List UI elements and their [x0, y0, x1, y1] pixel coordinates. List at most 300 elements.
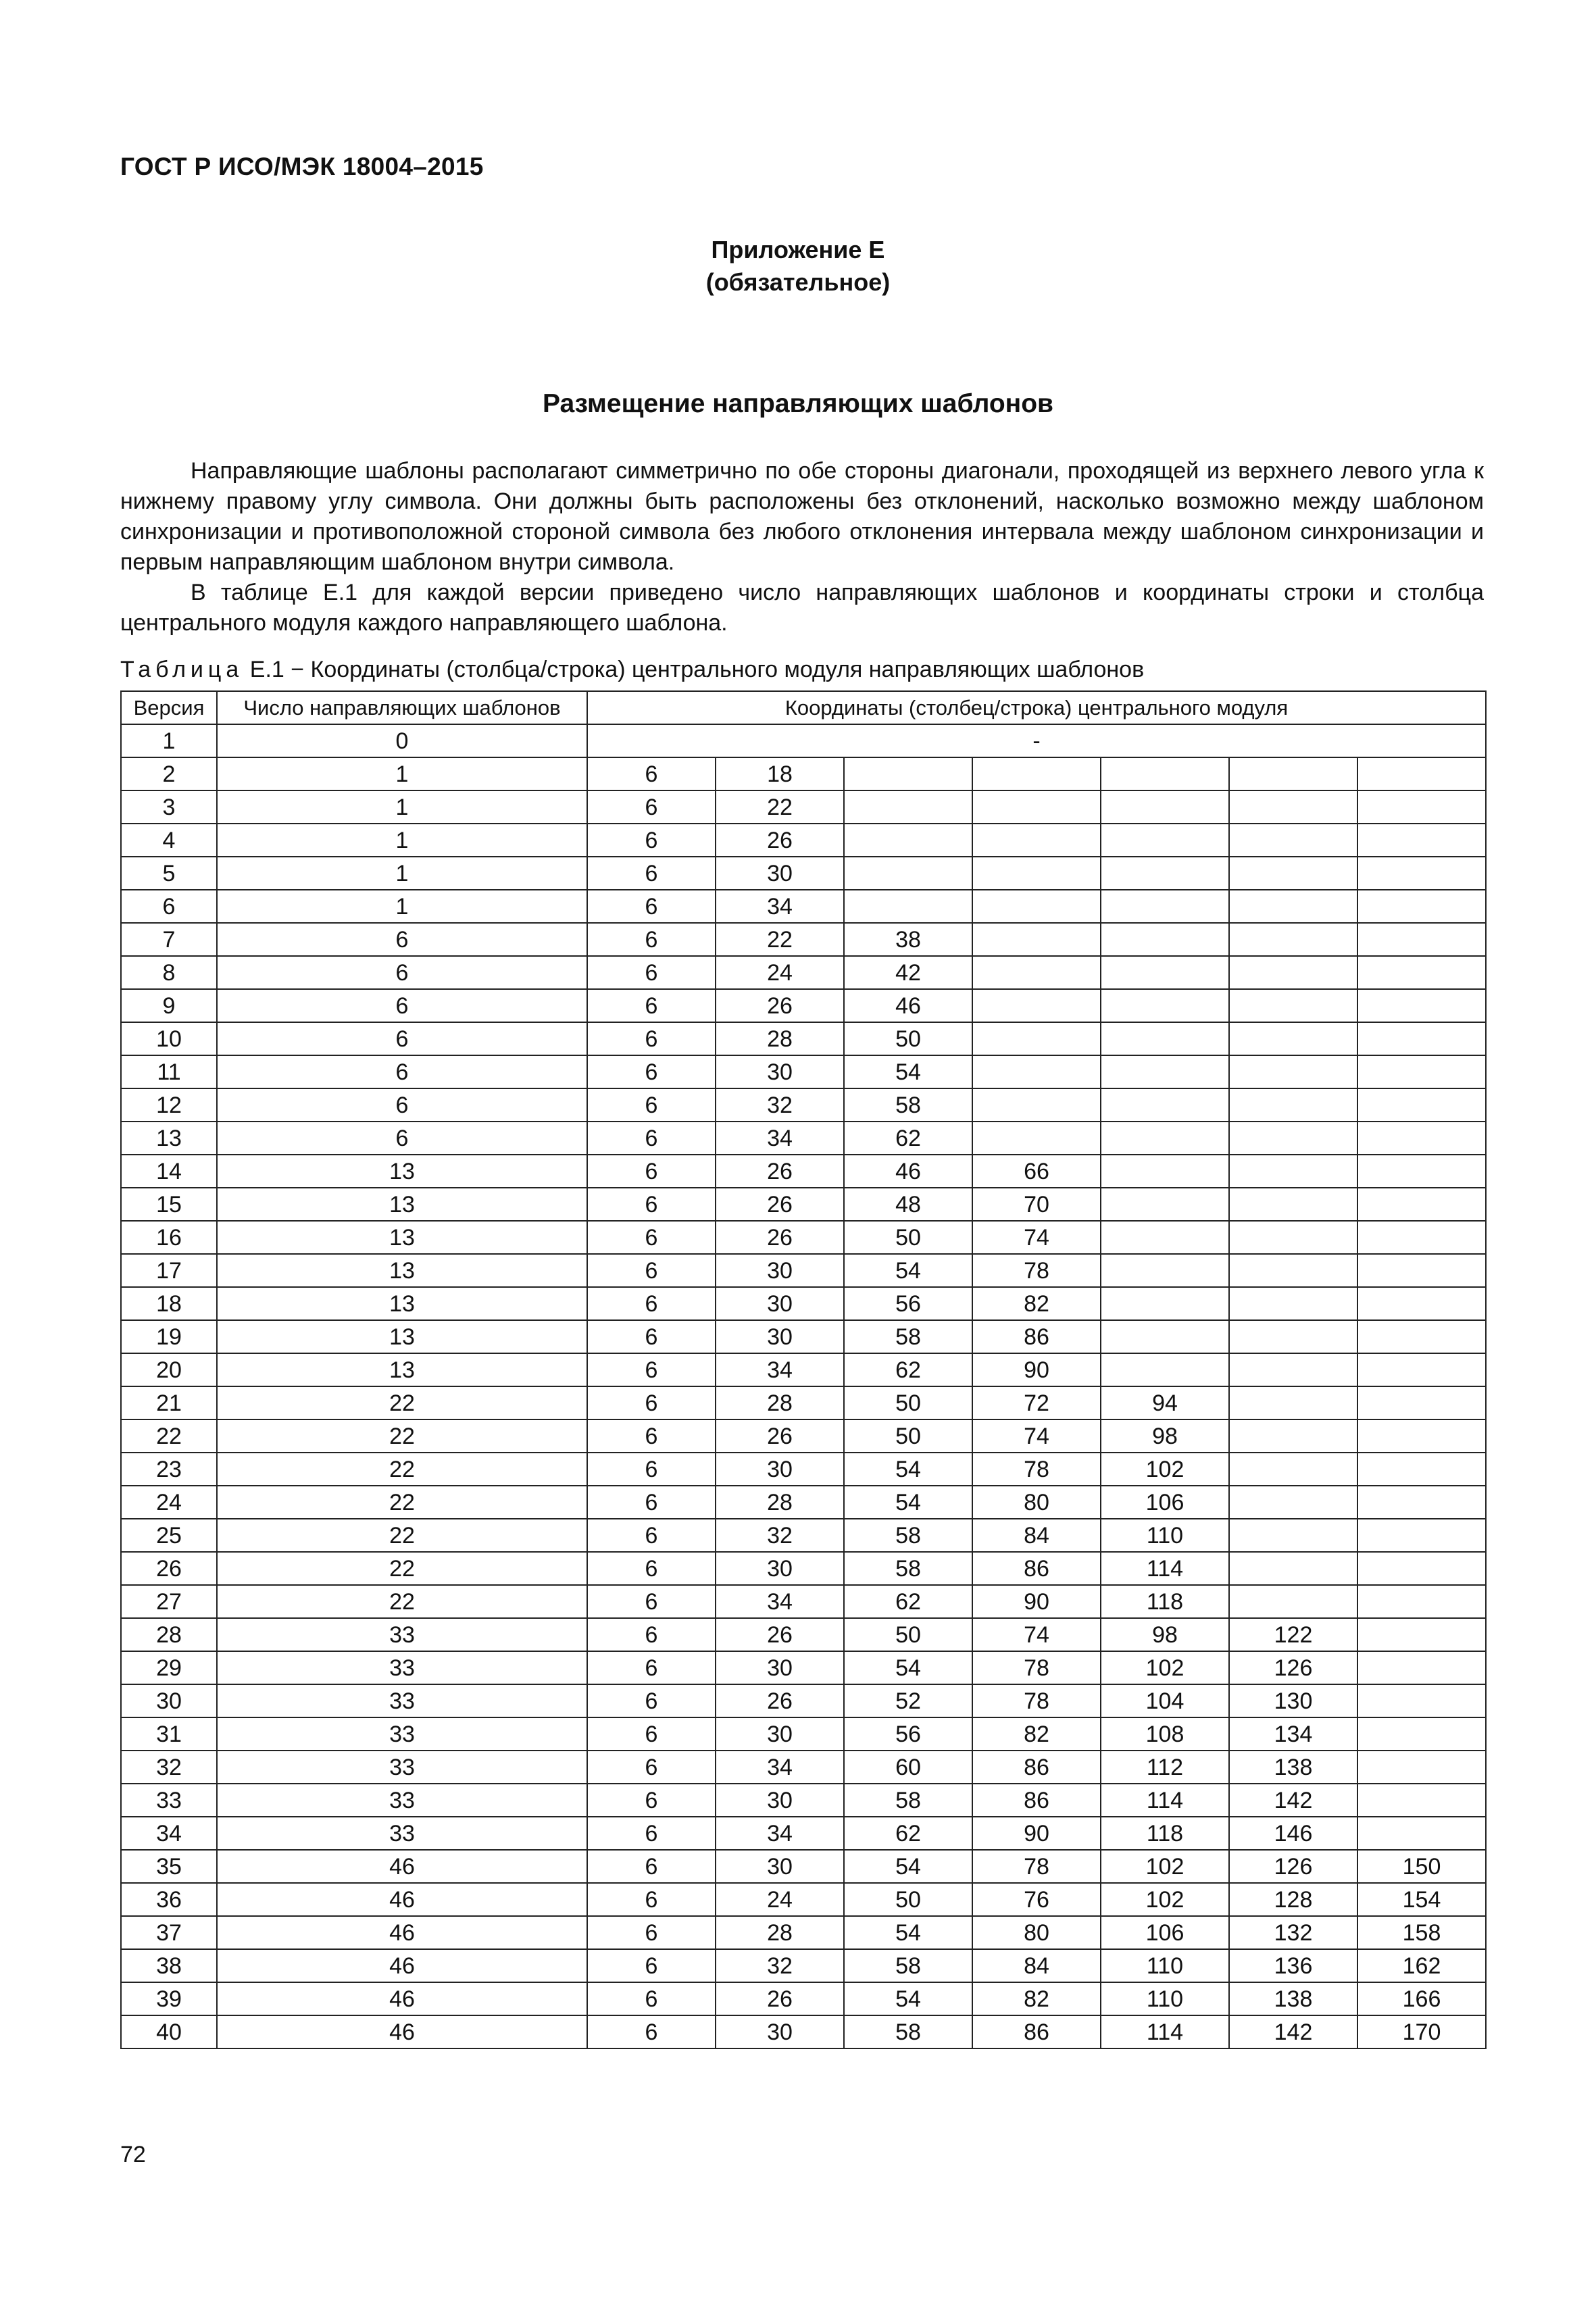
table-cell [1229, 923, 1357, 956]
table-cell [1357, 1519, 1486, 1552]
table-cell: 14 [121, 1155, 217, 1188]
table-cell: 94 [1101, 1386, 1229, 1419]
table-cell: 110 [1101, 1949, 1229, 1982]
table-cell: 19 [121, 1320, 217, 1353]
table-cell: 28 [716, 1486, 844, 1519]
table-cell: 62 [844, 1122, 972, 1155]
table-cell: 34 [121, 1817, 217, 1850]
table-cell: 154 [1357, 1883, 1486, 1916]
table-caption-text: Е.1 − Координаты (столбца/строка) центрального модуля направляющих шаблонов [249, 657, 1145, 682]
table-cell: 13 [217, 1353, 587, 1386]
table-cell: 62 [844, 1353, 972, 1386]
table-cell: 54 [844, 1486, 972, 1519]
table-cell [1229, 1022, 1357, 1055]
table-cell [1101, 1353, 1229, 1386]
table-cell: 84 [972, 1949, 1101, 1982]
table-cell: 6 [587, 1717, 716, 1751]
table-cell: 58 [844, 2015, 972, 2048]
table-cell [1229, 857, 1357, 890]
table-cell: 54 [844, 1651, 972, 1684]
header-version: Версия [121, 691, 217, 724]
table-cell: 6 [587, 1088, 716, 1122]
page-number: 72 [120, 2142, 146, 2167]
table-cell: 54 [844, 1254, 972, 1287]
table-cell: 32 [716, 1519, 844, 1552]
table-cell [1357, 1287, 1486, 1320]
table-cell: 6 [587, 1386, 716, 1419]
table-cell [972, 1022, 1101, 1055]
table-cell: 56 [844, 1287, 972, 1320]
table-cell: 114 [1101, 2015, 1229, 2048]
table-row [121, 1585, 1486, 1618]
table-cell: 82 [972, 1982, 1101, 2015]
table-cell: 6 [587, 1916, 716, 1949]
table-cell: 6 [587, 1155, 716, 1188]
table-cell: 6 [587, 1022, 716, 1055]
table-cell [1357, 1751, 1486, 1784]
table-row [121, 1982, 1486, 2015]
table-cell: 30 [716, 1287, 844, 1320]
table-cell: 33 [217, 1817, 587, 1850]
table-cell [972, 824, 1101, 857]
table-row [121, 1419, 1486, 1453]
table-cell [1357, 1353, 1486, 1386]
table-row [121, 1784, 1486, 1817]
table-cell: 86 [972, 1751, 1101, 1784]
table-cell: 6 [587, 1320, 716, 1353]
table-cell: 50 [844, 1386, 972, 1419]
table-cell: 26 [716, 1188, 844, 1221]
table-cell [1357, 1684, 1486, 1717]
table-cell [844, 824, 972, 857]
table-cell: 82 [972, 1287, 1101, 1320]
table-cell [1229, 890, 1357, 923]
table-cell [1229, 1552, 1357, 1585]
table-row [121, 1817, 1486, 1850]
table-cell: 3 [121, 790, 217, 824]
table-cell: 132 [1229, 1916, 1357, 1949]
table-cell [1101, 757, 1229, 790]
table-cell: 1 [217, 857, 587, 890]
table-cell [1229, 1486, 1357, 1519]
table-cell [1101, 857, 1229, 890]
table-row [121, 1022, 1486, 1055]
table-cell [1229, 1353, 1357, 1386]
table-cell: 22 [716, 923, 844, 956]
table-cell: 6 [587, 1122, 716, 1155]
table-cell: 108 [1101, 1717, 1229, 1751]
table-cell: 6 [587, 1751, 716, 1784]
table-cell: 6 [587, 1188, 716, 1221]
table-cell: 46 [217, 1949, 587, 1982]
table-cell: 1 [217, 890, 587, 923]
table-cell: 26 [716, 1684, 844, 1717]
table-cell: 38 [844, 923, 972, 956]
table-cell: 86 [972, 1784, 1101, 1817]
table-cell: 33 [217, 1618, 587, 1651]
table-cell [1101, 1287, 1229, 1320]
table-cell: 110 [1101, 1519, 1229, 1552]
table-cell: 32 [121, 1751, 217, 1784]
table-cell: 28 [121, 1618, 217, 1651]
table-row [121, 1353, 1486, 1386]
table-cell: 8 [121, 956, 217, 989]
table-cell: 84 [972, 1519, 1101, 1552]
table-cell: 50 [844, 1618, 972, 1651]
table-cell: 6 [587, 1486, 716, 1519]
table-cell: 26 [716, 824, 844, 857]
table-row [121, 1122, 1486, 1155]
table-cell: 26 [716, 1155, 844, 1188]
table-cell [1357, 1486, 1486, 1519]
table-cell: 6 [121, 890, 217, 923]
table-cell [1357, 1155, 1486, 1188]
table-cell: 26 [716, 1419, 844, 1453]
table-cell: 6 [587, 923, 716, 956]
table-cell: 22 [121, 1419, 217, 1453]
table-cell: 54 [844, 1453, 972, 1486]
header-coordinates: Координаты (столбец/строка) центрального модуля [587, 691, 1486, 724]
table-cell: 26 [716, 1618, 844, 1651]
table-cell: 142 [1229, 2015, 1357, 2048]
table-cell: 6 [587, 1453, 716, 1486]
annex-title: Приложение Е [711, 236, 885, 263]
table-cell: 30 [716, 1717, 844, 1751]
table-cell: 6 [217, 1122, 587, 1155]
table-cell [1357, 989, 1486, 1022]
table-cell: 50 [844, 1221, 972, 1254]
table-cell: 6 [217, 1055, 587, 1088]
table-cell: 58 [844, 1320, 972, 1353]
table-cell: 10 [121, 1022, 217, 1055]
table-row [121, 1486, 1486, 1519]
table-cell: 80 [972, 1916, 1101, 1949]
table-cell: 24 [121, 1486, 217, 1519]
table-cell: 46 [217, 1883, 587, 1916]
table-cell [1229, 1386, 1357, 1419]
table-cell: 90 [972, 1353, 1101, 1386]
table-row [121, 1320, 1486, 1353]
table-caption-label: Таблица [120, 657, 244, 682]
table-cell [1357, 1022, 1486, 1055]
table-row [121, 1949, 1486, 1982]
table-cell: 33 [217, 1717, 587, 1751]
table-cell [1357, 790, 1486, 824]
table-cell [1101, 1088, 1229, 1122]
table-cell [1101, 890, 1229, 923]
table-cell [1229, 1453, 1357, 1486]
table-cell: 13 [217, 1155, 587, 1188]
table-row [121, 790, 1486, 824]
table-cell: 23 [121, 1453, 217, 1486]
table-cell: 7 [121, 923, 217, 956]
table-cell: 74 [972, 1221, 1101, 1254]
table-cell [972, 956, 1101, 989]
table-cell: 30 [716, 1850, 844, 1883]
table-cell: 13 [217, 1188, 587, 1221]
table-cell [1101, 1254, 1229, 1287]
table-cell: 34 [716, 1817, 844, 1850]
table-cell: 46 [217, 1916, 587, 1949]
table-cell: 6 [217, 1088, 587, 1122]
table-cell [1357, 1320, 1486, 1353]
table-cell: 102 [1101, 1850, 1229, 1883]
table-cell [1357, 1784, 1486, 1817]
table-cell [1357, 1618, 1486, 1651]
table-cell: 126 [1229, 1651, 1357, 1684]
table-cell: 38 [121, 1949, 217, 1982]
table-cell: 22 [217, 1386, 587, 1419]
table-cell [1229, 1088, 1357, 1122]
table-cell: 78 [972, 1850, 1101, 1883]
table-cell [1357, 1717, 1486, 1751]
table-cell: 6 [217, 956, 587, 989]
table-cell: 6 [587, 1254, 716, 1287]
table-cell [1357, 1585, 1486, 1618]
table-row [121, 1916, 1486, 1949]
table-cell: 6 [587, 1684, 716, 1717]
table-cell: 1 [217, 790, 587, 824]
table-cell: 58 [844, 1519, 972, 1552]
table-cell: 34 [716, 1751, 844, 1784]
table-cell [1229, 1419, 1357, 1453]
table-cell [1357, 1055, 1486, 1088]
table-cell: 54 [844, 1916, 972, 1949]
table-cell: 134 [1229, 1717, 1357, 1751]
table-row [121, 724, 1486, 757]
table-cell: 26 [716, 1982, 844, 2015]
table-cell: 22 [217, 1519, 587, 1552]
table-row [121, 956, 1486, 989]
table-row [121, 1453, 1486, 1486]
table-row [121, 1519, 1486, 1552]
table-cell: 62 [844, 1817, 972, 1850]
table-cell: 126 [1229, 1850, 1357, 1883]
table-cell [1101, 824, 1229, 857]
table-cell: 6 [587, 1221, 716, 1254]
table-cell: 6 [587, 1784, 716, 1817]
table-cell: 17 [121, 1254, 217, 1287]
table-cell: 28 [716, 1022, 844, 1055]
table-body [121, 724, 1486, 2048]
table-cell: 1 [217, 824, 587, 857]
table-cell: 48 [844, 1188, 972, 1221]
table-cell [1229, 1155, 1357, 1188]
table-row [121, 1386, 1486, 1419]
table-cell [1229, 1519, 1357, 1552]
table-cell: 6 [587, 1585, 716, 1618]
table-cell: 118 [1101, 1585, 1229, 1618]
table-cell [1357, 1254, 1486, 1287]
table-cell: 130 [1229, 1684, 1357, 1717]
table-cell: 33 [121, 1784, 217, 1817]
table-cell: 170 [1357, 2015, 1486, 2048]
table-cell: 6 [587, 790, 716, 824]
table-caption [120, 655, 1144, 684]
table-cell [1101, 989, 1229, 1022]
table-cell: 76 [972, 1883, 1101, 1916]
table-cell: 82 [972, 1717, 1101, 1751]
table-cell [1357, 824, 1486, 857]
table-cell: 6 [587, 1817, 716, 1850]
table-cell [844, 757, 972, 790]
table-cell [1229, 989, 1357, 1022]
table-cell: 13 [217, 1254, 587, 1287]
body-text [120, 456, 1484, 638]
table-row [121, 1188, 1486, 1221]
table-cell: 9 [121, 989, 217, 1022]
table-cell: 6 [587, 1949, 716, 1982]
table-cell: 46 [217, 1982, 587, 2015]
table-cell: 118 [1101, 1817, 1229, 1850]
table-cell: 36 [121, 1883, 217, 1916]
table-row [121, 1883, 1486, 1916]
table-cell: 150 [1357, 1850, 1486, 1883]
table-row [121, 1850, 1486, 1883]
table-cell: 70 [972, 1188, 1101, 1221]
table-cell [844, 890, 972, 923]
table-cell: 6 [587, 757, 716, 790]
table-cell: 32 [716, 1088, 844, 1122]
table-cell [1101, 956, 1229, 989]
table-cell: 30 [121, 1684, 217, 1717]
table-cell: 16 [121, 1221, 217, 1254]
table-cell: 106 [1101, 1916, 1229, 1949]
table-cell [1101, 1155, 1229, 1188]
table-cell: 114 [1101, 1784, 1229, 1817]
table-cell [1229, 1188, 1357, 1221]
table-row [121, 1221, 1486, 1254]
table-cell: 4 [121, 824, 217, 857]
table-cell: 30 [716, 2015, 844, 2048]
table-cell: 46 [217, 2015, 587, 2048]
table-cell: 21 [121, 1386, 217, 1419]
table-cell: 58 [844, 1784, 972, 1817]
table-cell: 22 [716, 790, 844, 824]
table-cell: 162 [1357, 1949, 1486, 1982]
annex-heading [0, 234, 1596, 299]
table-cell: 80 [972, 1486, 1101, 1519]
table-cell: 22 [217, 1486, 587, 1519]
table-cell: 122 [1229, 1618, 1357, 1651]
table-row [121, 1287, 1486, 1320]
table-cell: 6 [587, 989, 716, 1022]
table-cell: 34 [716, 1353, 844, 1386]
table-cell: 33 [217, 1684, 587, 1717]
table-cell: 102 [1101, 1453, 1229, 1486]
table-cell: 46 [844, 1155, 972, 1188]
table-cell: 30 [716, 1055, 844, 1088]
table-cell: 13 [217, 1320, 587, 1353]
table-cell [1357, 1386, 1486, 1419]
table-row [121, 1717, 1486, 1751]
table-cell [1101, 1188, 1229, 1221]
table-cell [1357, 1453, 1486, 1486]
table-cell: 22 [217, 1585, 587, 1618]
table-cell [1357, 956, 1486, 989]
table-cell: 54 [844, 1850, 972, 1883]
table-cell [1229, 1320, 1357, 1353]
table-cell: 62 [844, 1585, 972, 1618]
table-cell [1101, 1055, 1229, 1088]
table-cell: 102 [1101, 1883, 1229, 1916]
table-cell [1357, 1419, 1486, 1453]
table-cell: 11 [121, 1055, 217, 1088]
table-cell: 74 [972, 1618, 1101, 1651]
table-cell [972, 757, 1101, 790]
table-cell: 15 [121, 1188, 217, 1221]
table-cell: 29 [121, 1651, 217, 1684]
table-cell [1357, 1651, 1486, 1684]
table-cell [1357, 1817, 1486, 1850]
table-row [121, 1088, 1486, 1122]
table-cell: - [587, 724, 1486, 757]
table-cell: 37 [121, 1916, 217, 1949]
table-cell: 6 [587, 824, 716, 857]
table-cell: 78 [972, 1651, 1101, 1684]
table-cell: 78 [972, 1684, 1101, 1717]
table-cell: 72 [972, 1386, 1101, 1419]
table-cell: 46 [844, 989, 972, 1022]
table-cell [1357, 1122, 1486, 1155]
table-cell [1101, 923, 1229, 956]
table-cell [844, 857, 972, 890]
table-row [121, 824, 1486, 857]
table-cell: 33 [217, 1784, 587, 1817]
table-cell [1229, 824, 1357, 857]
table-cell: 18 [716, 757, 844, 790]
table-cell: 6 [587, 1055, 716, 1088]
table-cell: 30 [716, 1453, 844, 1486]
table-cell [972, 923, 1101, 956]
table-cell: 24 [716, 956, 844, 989]
table-cell: 50 [844, 1022, 972, 1055]
table-cell: 86 [972, 1552, 1101, 1585]
table-cell [1357, 1221, 1486, 1254]
table-cell: 142 [1229, 1784, 1357, 1817]
header-pattern-count: Число направляющих шаблонов [217, 691, 587, 724]
table-cell [1357, 923, 1486, 956]
table-cell [1101, 1320, 1229, 1353]
table-cell: 0 [217, 724, 587, 757]
table-cell: 90 [972, 1585, 1101, 1618]
table-cell: 22 [217, 1419, 587, 1453]
table-cell [1229, 1055, 1357, 1088]
table-cell: 6 [587, 1419, 716, 1453]
table-cell: 106 [1101, 1486, 1229, 1519]
table-cell: 60 [844, 1751, 972, 1784]
table-cell: 6 [217, 989, 587, 1022]
table-cell: 78 [972, 1254, 1101, 1287]
table-cell: 25 [121, 1519, 217, 1552]
table-cell [1101, 790, 1229, 824]
table-row [121, 1155, 1486, 1188]
table-row [121, 1055, 1486, 1088]
table-cell: 6 [217, 1022, 587, 1055]
table-cell: 166 [1357, 1982, 1486, 2015]
table-cell: 30 [716, 1552, 844, 1585]
table-cell [1101, 1022, 1229, 1055]
table-cell: 6 [587, 857, 716, 890]
table-cell: 50 [844, 1419, 972, 1453]
table-header-row [121, 691, 1486, 724]
table-cell: 114 [1101, 1552, 1229, 1585]
table-row [121, 1552, 1486, 1585]
table-cell [972, 989, 1101, 1022]
table-cell: 6 [587, 1618, 716, 1651]
table-cell: 5 [121, 857, 217, 890]
table-cell: 66 [972, 1155, 1101, 1188]
